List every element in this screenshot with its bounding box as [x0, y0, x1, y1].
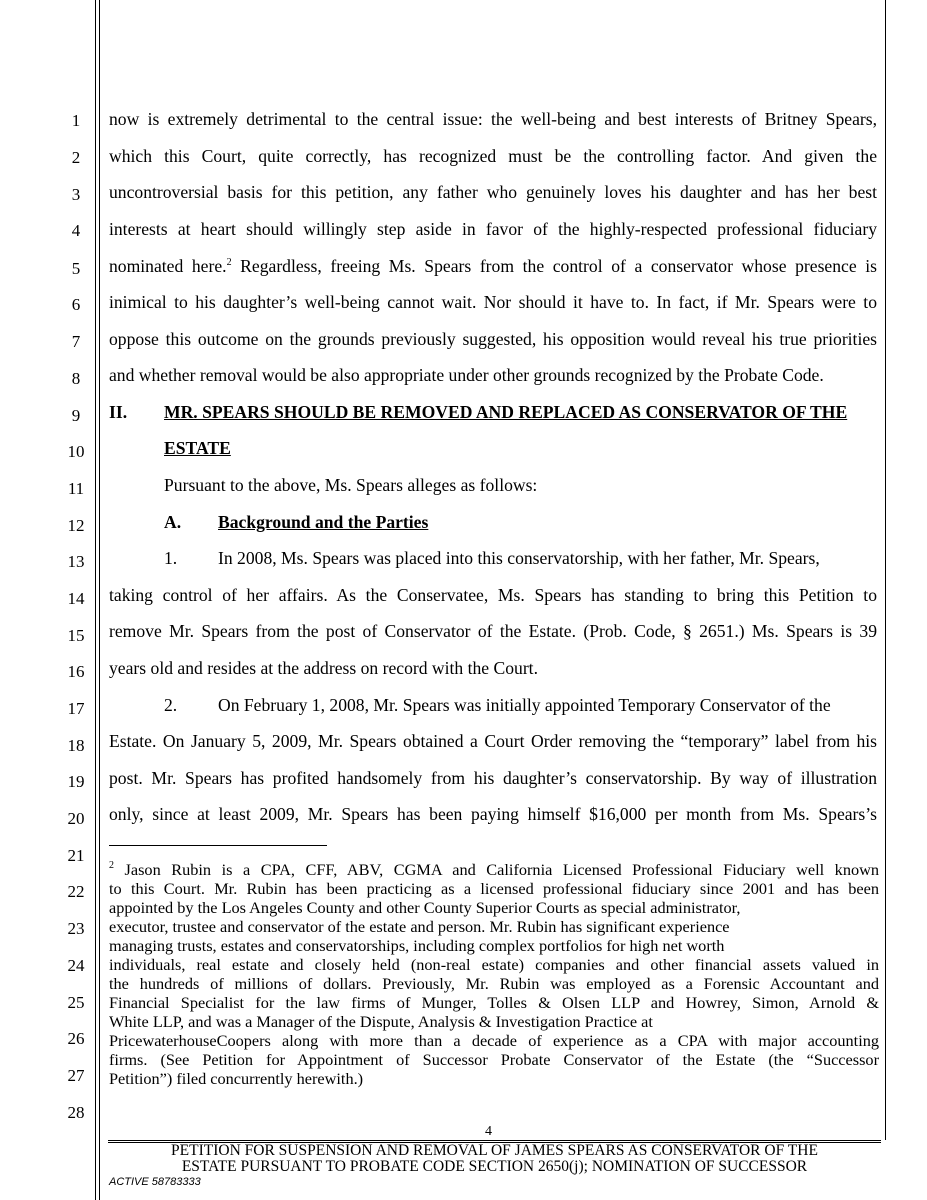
left-margin-rule-outer: [95, 0, 96, 1200]
footnote-line: individuals, real estate and closely held (non-real estate) companies and other financial assets valued in: [109, 955, 879, 974]
right-margin-rule: [885, 0, 886, 1140]
text-line: In 2008, Ms. Spears was placed into this conservatorship, with her father, Mr. Spears,: [218, 548, 820, 568]
line-number: 16: [67, 662, 85, 681]
page-number: 4: [485, 1124, 492, 1139]
footnote-text: Jason Rubin is a CPA, CFF, ABV, CGMA and California Licensed Professional Fiduciary well known: [114, 860, 879, 879]
footnote-line: to this Court. Mr. Rubin has been practicing as a licensed professional fiduciary since 2001 and has been: [109, 879, 879, 898]
text-line: [109, 255, 877, 277]
line-number: 18: [67, 736, 85, 755]
subheading-title: Background and the Parties: [218, 512, 429, 532]
heading-title-cont: ESTATE: [164, 438, 231, 458]
footnote-line: executor, trustee and conservator of the estate and person. Mr. Rubin has significant experience: [109, 917, 730, 936]
text-line: and whether removal would be also appropriate under other grounds recognized by the Probate Code.: [109, 365, 824, 385]
text-span: nominated here.: [109, 256, 227, 276]
text-line: now is extremely detrimental to the central issue: the well-being and best interests of Britney Spears,: [109, 109, 877, 129]
line-number: 21: [67, 846, 85, 865]
text-line: taking control of her affairs. As the Conservatee, Ms. Spears has standing to bring this Petition to: [109, 585, 877, 605]
footnote-separator: [109, 845, 327, 846]
heading-number: II.: [109, 402, 128, 422]
paragraph-number: 2.: [164, 695, 178, 715]
line-number: 12: [67, 516, 85, 535]
footer-title: PETITION FOR SUSPENSION AND REMOVAL OF JAMES SPEARS AS CONSERVATOR OF THE: [171, 1142, 818, 1159]
line-number: 11: [67, 479, 85, 498]
text-line: uncontroversial basis for this petition, any father who genuinely loves his daughter and has her best: [109, 182, 877, 202]
line-number: 19: [67, 772, 85, 791]
line-number: 2: [71, 148, 81, 167]
heading-title: MR. SPEARS SHOULD BE REMOVED AND REPLACED AS CONSERVATOR OF THE: [164, 402, 848, 422]
line-number: 10: [67, 442, 85, 461]
footnote-marker: 2: [109, 860, 114, 871]
paragraph-number: 1.: [164, 548, 178, 568]
line-number: 26: [67, 1029, 85, 1048]
line-number: 5: [71, 259, 81, 278]
text-line: years old and resides at the address on record with the Court.: [109, 658, 538, 678]
text-line: post. Mr. Spears has profited handsomely from his daughter’s conservatorship. By way of illustration: [109, 768, 877, 788]
line-number: 23: [67, 919, 85, 938]
text-line: interests at heart should willingly step aside in favor of the highly-respected professional fiduciary: [109, 219, 877, 239]
footnote-line: [109, 861, 879, 879]
left-margin-rule-inner: [99, 0, 100, 1200]
line-number: 4: [71, 221, 81, 240]
line-number: 28: [67, 1103, 85, 1122]
footnote-line: Petition”) filed concurrently herewith.): [109, 1069, 364, 1088]
footnote-line: White LLP, and was a Manager of the Dispute, Analysis & Investigation Practice at: [109, 1012, 653, 1031]
line-number: 20: [67, 809, 85, 828]
line-number: 25: [67, 993, 85, 1012]
line-number: 27: [67, 1066, 85, 1085]
line-number: 14: [67, 589, 85, 608]
text-line: Estate. On January 5, 2009, Mr. Spears obtained a Court Order removing the “temporary” label from his: [109, 731, 877, 751]
text-line: which this Court, quite correctly, has recognized must be the controlling factor. And given the: [109, 146, 877, 166]
line-number: 15: [67, 626, 85, 645]
text-line: oppose this outcome on the grounds previously suggested, his opposition would reveal his true priorities: [109, 329, 877, 349]
text-line: only, since at least 2009, Mr. Spears has been paying himself $16,000 per month from Ms. Spears’s: [109, 804, 877, 824]
line-number: 6: [71, 295, 81, 314]
document-id: ACTIVE 58783333: [109, 1176, 201, 1188]
intro-text: Pursuant to the above, Ms. Spears alleges as follows:: [164, 475, 538, 495]
line-number: 17: [67, 699, 85, 718]
footnote-line: PricewaterhouseCoopers along with more than a decade of experience as a CPA with major accounting: [109, 1031, 879, 1050]
line-number: 1: [71, 111, 81, 130]
footnote-line: the hundreds of millions of dollars. Previously, Mr. Rubin was employed as a Forensic Accountant and: [109, 974, 879, 993]
line-number: 7: [71, 332, 81, 351]
footnote-line: firms. (See Petition for Appointment of Successor Probate Conservator of the Estate (the “Successor: [109, 1050, 879, 1069]
footnote-line: managing trusts, estates and conservatorships, including complex portfolios for high net worth: [109, 936, 725, 955]
line-number: 8: [71, 369, 81, 388]
footnote-line: appointed by the Los Angeles County and other County Superior Courts as special administrator,: [109, 898, 741, 917]
subheading-number: A.: [164, 512, 182, 532]
line-number: 22: [67, 882, 85, 901]
text-span: Regardless, freeing Ms. Spears from the control of a conservator whose presence is: [231, 256, 878, 276]
footnote-ref[interactable]: 2: [226, 257, 232, 268]
text-line: On February 1, 2008, Mr. Spears was initially appointed Temporary Conservator of the: [218, 695, 831, 715]
line-number: 24: [67, 956, 85, 975]
footer-title-cont: ESTATE PURSUANT TO PROBATE CODE SECTION 2650(j); NOMINATION OF SUCCESSOR: [181, 1158, 808, 1175]
text-line: inimical to his daughter’s well-being cannot wait. Nor should it have to. In fact, if Mr. Spears were to: [109, 292, 877, 312]
line-number: 9: [71, 406, 81, 425]
footer-rule: [108, 1140, 881, 1141]
text-line: remove Mr. Spears from the post of Conservator of the Estate. (Prob. Code, § 2651.) Ms. Spears is 39: [109, 621, 877, 641]
line-number: 13: [67, 552, 85, 571]
line-number: 3: [71, 185, 81, 204]
footnote-line: Financial Specialist for the law firms of Munger, Tolles & Olsen LLP and Howrey, Simon, Arnold &: [109, 993, 879, 1012]
